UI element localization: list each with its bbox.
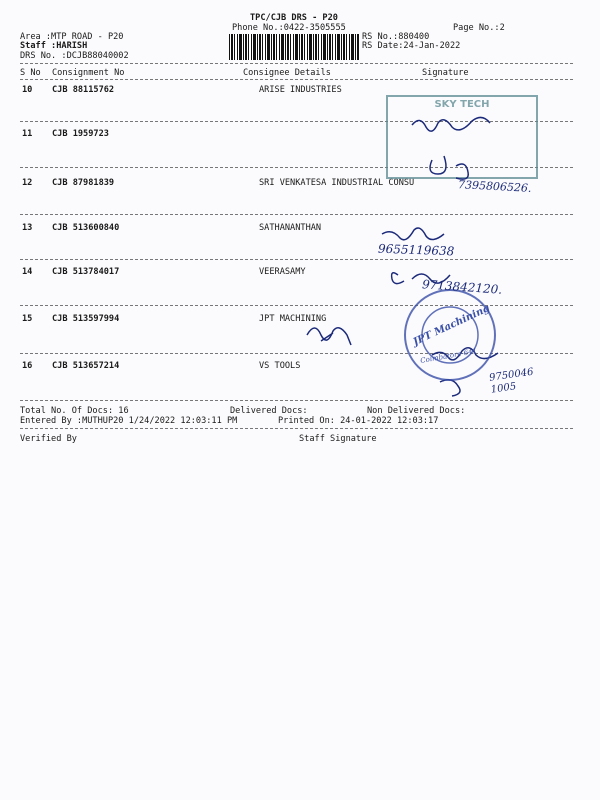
row-sno: 16 xyxy=(22,361,33,371)
row-sno: 14 xyxy=(22,267,33,277)
col-consignment: Consignment No xyxy=(52,68,125,78)
row-sno: 15 xyxy=(22,314,33,324)
phone-number: Phone No.:0422-3505555 xyxy=(232,23,346,33)
document-title: TPC/CJB DRS - P20 xyxy=(250,13,338,23)
row-consignment: CJB 1959723 xyxy=(52,129,109,139)
col-signature: Signature xyxy=(422,68,469,78)
row-consignee: ARISE INDUSTRIES xyxy=(259,85,342,95)
rs-date: RS Date:24-Jan-2022 xyxy=(362,41,461,51)
col-consignee: Consignee Details xyxy=(243,68,331,78)
verified-by: Verified By xyxy=(20,434,77,444)
row-consignment: CJB 513597994 xyxy=(52,314,120,324)
row-sno: 10 xyxy=(22,85,33,95)
row-consignment: CJB 513600840 xyxy=(52,223,120,233)
area-label: Area :MTP ROAD - P20 xyxy=(20,32,124,42)
printed-on: Printed On: 24-01-2022 12:03:17 xyxy=(278,416,439,426)
jpt-stamp-text: JPT Machining xyxy=(411,302,492,349)
handwritten-phone-14: 9713842120. xyxy=(421,277,503,297)
row-consignee: VS TOOLS xyxy=(259,361,301,371)
col-sno: S No xyxy=(20,68,41,78)
rs-number: RS No.:880400 xyxy=(362,32,430,42)
row-sno: 13 xyxy=(22,223,33,233)
page-number: Page No.:2 xyxy=(453,23,505,33)
row-consignment: CJB 513657214 xyxy=(52,361,120,371)
row-consignment: CJB 88115762 xyxy=(52,85,115,95)
row-sno: 11 xyxy=(22,129,33,139)
entered-by: Entered By :MUTHUP20 1/24/2022 12:03:11 PM xyxy=(20,416,238,426)
staff-label: Staff :HARISH xyxy=(20,41,88,51)
row-consignee: JPT MACHINING xyxy=(259,314,327,324)
row-consignee: VEERASAMY xyxy=(259,267,306,277)
row-consignment: CJB 513784017 xyxy=(52,267,120,277)
handwritten-phone-13: 9655119638 xyxy=(377,241,455,259)
handwritten-phone-12: 7395806526. xyxy=(457,178,532,195)
row-sno: 12 xyxy=(22,178,33,188)
total-docs: Total No. Of Docs: 16 xyxy=(20,406,129,416)
row-consignee: SATHANANTHAN xyxy=(259,223,322,233)
row-consignment: CJB 87981839 xyxy=(52,178,115,188)
non-delivered-docs: Non Delivered Docs: xyxy=(367,406,466,416)
delivered-docs: Delivered Docs: xyxy=(230,406,308,416)
skytech-stamp-text: SKY TECH xyxy=(434,99,490,110)
row-consignee: SRI VENKATESA INDUSTRIAL CONSU xyxy=(259,178,415,188)
drs-number: DRS No. :DCJB88040002 xyxy=(20,51,129,61)
handwritten-note-16: 9750046 1005 xyxy=(488,366,535,396)
jpt-stamp-city: Coimbatore-641 xyxy=(419,347,478,365)
staff-signature-label: Staff Signature xyxy=(299,434,377,444)
